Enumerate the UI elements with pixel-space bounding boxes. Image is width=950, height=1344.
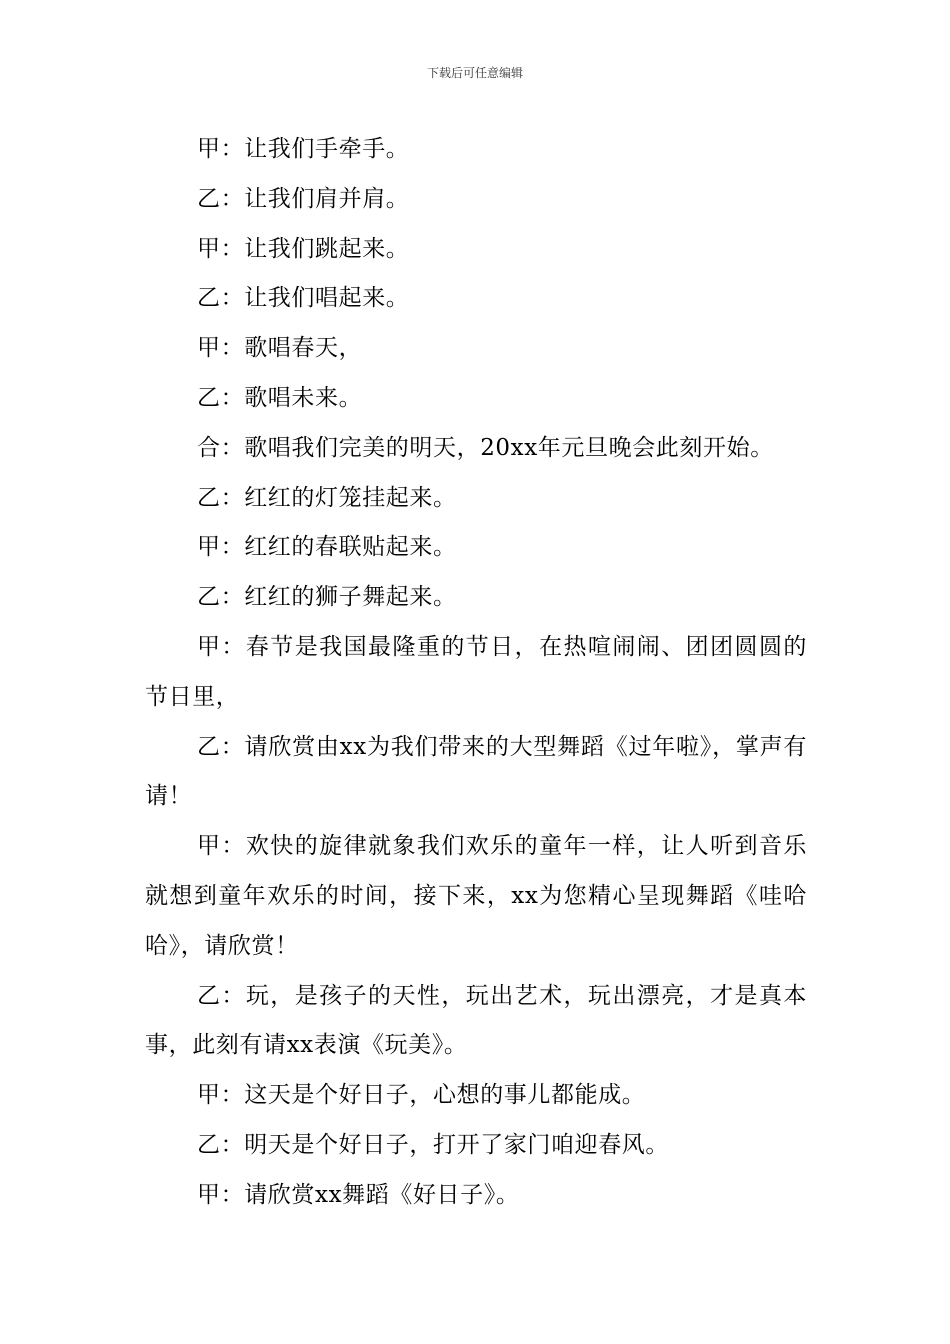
dialogue-line: 甲：让我们跳起来。 xyxy=(197,235,410,262)
dialogue-line: 甲：这天是个好日子，心想的事儿都能成。 xyxy=(197,1082,646,1109)
dialogue-line: 甲：红红的春联贴起来。 xyxy=(197,534,457,561)
dialogue-line: 甲：歌唱春天， xyxy=(197,335,363,362)
dialogue-line: 乙：让我们唱起来。 xyxy=(197,285,410,312)
dialogue-line: 甲：欢快的旋律就象我们欢乐的童年一样，让人听到音乐就想到童年欢乐的时间，接下来，xx为您精心呈现舞蹈《哇哈哈》，请欣赏！ xyxy=(145,833,807,959)
dialogue-line: 乙：明天是个好日子，打开了家门咱迎春风。 xyxy=(197,1131,669,1158)
dialogue-line: 乙：红红的灯笼挂起来。 xyxy=(197,484,457,511)
dialogue-line: 乙：请欣赏由xx为我们带来的大型舞蹈《过年啦》，掌声有请！ xyxy=(145,733,807,810)
dialogue-line: 乙：红红的狮子舞起来。 xyxy=(197,584,457,611)
page-header: 下载后可任意编辑 xyxy=(426,66,523,80)
dialogue-line: 乙：让我们肩并肩。 xyxy=(197,185,410,212)
dialogue-line: 甲：让我们手牵手。 xyxy=(197,136,410,162)
dialogue-line: 合：歌唱我们完美的明天，20xx年元旦晚会此刻开始。 xyxy=(197,434,774,461)
dialogue-line: 乙：玩，是孩子的天性，玩出艺术，玩出漂亮，才是真本事，此刻有请xx表演《玩美》。 xyxy=(145,982,807,1059)
dialogue-line: 甲：请欣赏xx舞蹈《好日子》。 xyxy=(197,1181,520,1208)
dialogue-line: 甲：春节是我国最隆重的节日，在热喧闹闹、团团圆圆的节日里， xyxy=(145,633,807,710)
dialogue-line: 乙：歌唱未来。 xyxy=(197,384,363,411)
document-body xyxy=(145,125,807,1221)
